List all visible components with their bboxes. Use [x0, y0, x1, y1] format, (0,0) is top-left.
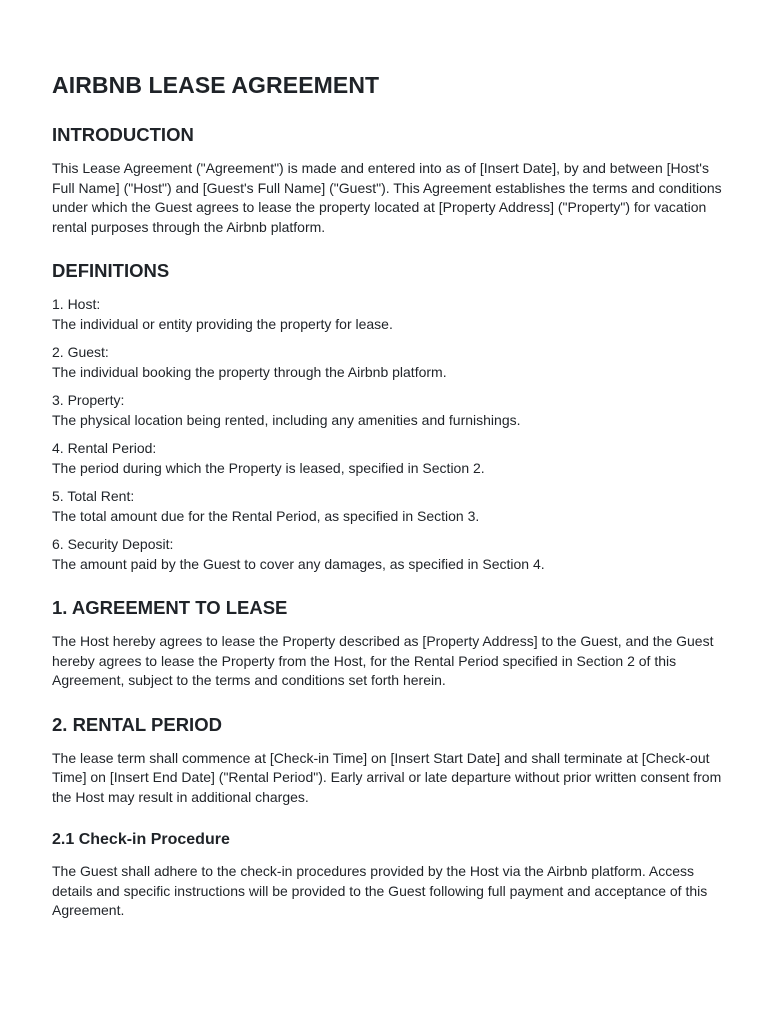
agreement-to-lease-text: The Host hereby agrees to lease the Property described as [Property Address] to the Guest, and the Guest hereby agrees to lease the Property from the Host, for the Rental Period specified in Section 2 of this Agreement, subject to the terms and conditions set forth herein.	[52, 633, 714, 688]
check-in-procedure-section	[52, 829, 722, 921]
definition-item-property	[52, 391, 722, 430]
definition-description: The amount paid by the Guest to cover any damages, as specified in Section 4.	[52, 555, 545, 572]
check-in-procedure-text: The Guest shall adhere to the check-in procedures provided by the Host via the Airbnb platform. Access details and specific instructions will be provided to the Guest following full payment and acceptance of this Agreement.	[52, 863, 708, 918]
agreement-to-lease-section	[52, 596, 722, 691]
definition-term: 6. Security Deposit:	[52, 536, 174, 552]
check-in-procedure-heading: 2.1 Check-in Procedure	[52, 831, 230, 848]
definition-item-total-rent	[52, 487, 722, 526]
definition-item-host	[52, 295, 722, 334]
definition-description: The individual or entity providing the property for lease.	[52, 315, 393, 332]
definition-term: 3. Property:	[52, 392, 125, 408]
definition-term: 2. Guest:	[52, 344, 109, 360]
definition-item-security-deposit	[52, 535, 722, 574]
definition-term: 1. Host:	[52, 296, 101, 312]
definition-description: The individual booking the property through the Airbnb platform.	[52, 363, 447, 380]
introduction-text: This Lease Agreement ("Agreement") is made and entered into as of [Insert Date], by and between [Host's Full Name] ("Host") and [Guest's Full Name] ("Guest"). This Agreement establishes the terms and conditions under which the Guest agrees to lease the property located at [Property Address] ("Property") for vacation rental purposes through the Airbnb platform.	[52, 160, 722, 235]
definitions-heading: DEFINITIONS	[52, 260, 170, 281]
definition-term: 4. Rental Period:	[52, 440, 157, 456]
rental-period-section	[52, 713, 722, 808]
rental-period-heading: 2. RENTAL PERIOD	[52, 713, 222, 735]
definition-description: The period during which the Property is leased, specified in Section 2.	[52, 459, 485, 476]
definition-description: The physical location being rented, including any amenities and furnishings.	[52, 411, 521, 428]
introduction-section	[52, 123, 722, 237]
definition-term: 5. Total Rent:	[52, 488, 135, 504]
document-title: AIRBNB LEASE AGREEMENT	[52, 72, 380, 98]
definition-item-guest	[52, 343, 722, 382]
document-page	[52, 70, 722, 943]
rental-period-text: The lease term shall commence at [Check-in Time] on [Insert Start Date] and shall terminate at [Check-out Time] on [Insert End Date] ("Rental Period"). Early arrival or late departure without prior written consent from the Host may result in additional charges.	[52, 749, 722, 805]
definitions-section	[52, 259, 722, 574]
definition-description: The total amount due for the Rental Period, as specified in Section 3.	[52, 507, 480, 524]
definition-item-rental-period	[52, 439, 722, 478]
introduction-heading: INTRODUCTION	[52, 124, 194, 145]
agreement-to-lease-heading: 1. AGREEMENT TO LEASE	[52, 597, 288, 618]
